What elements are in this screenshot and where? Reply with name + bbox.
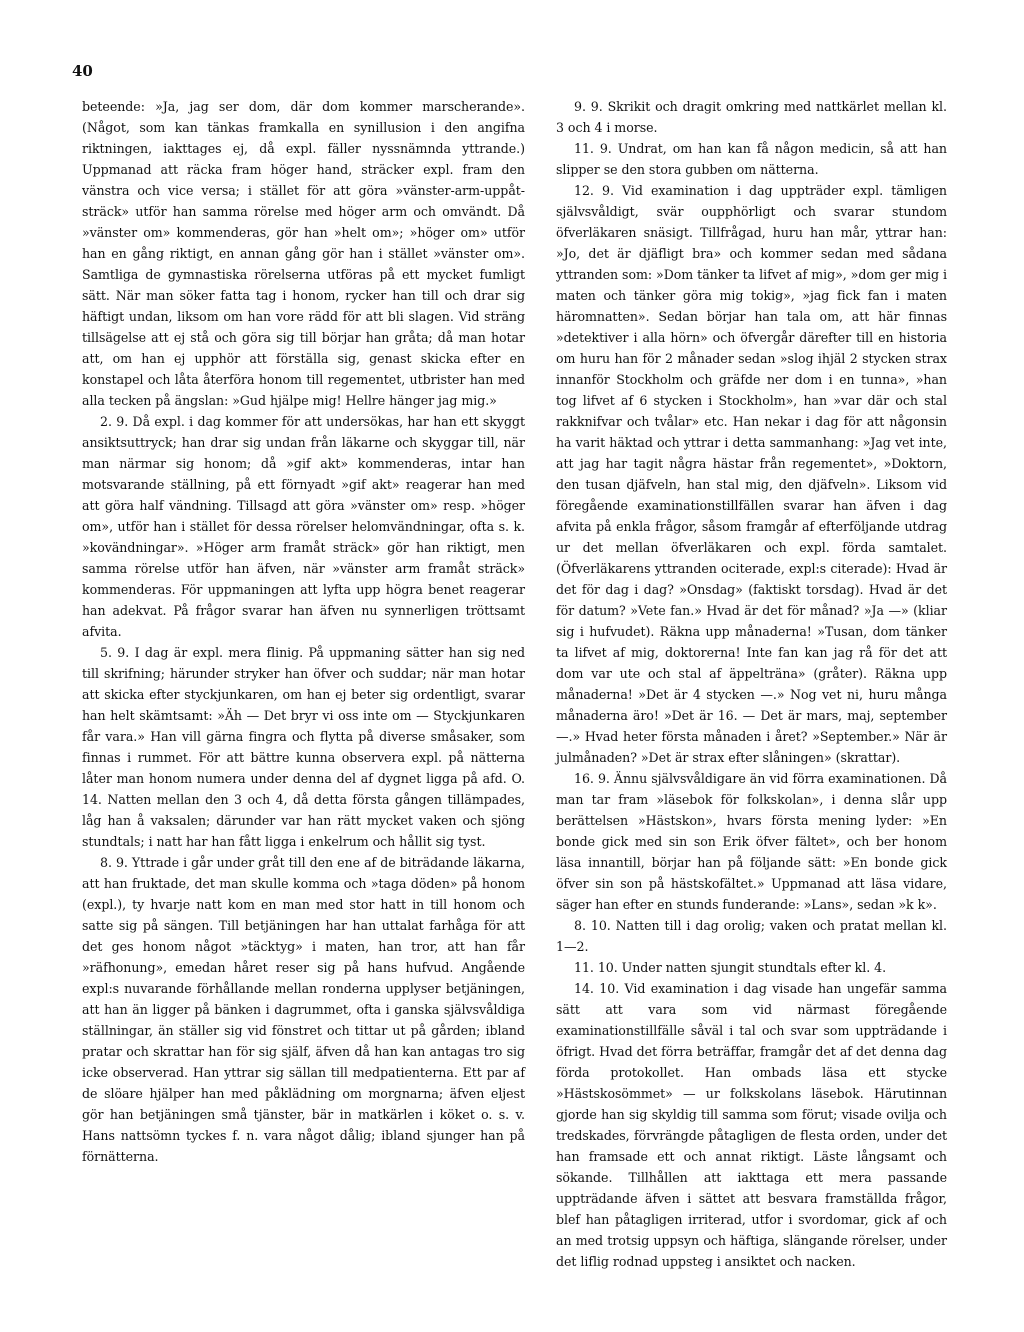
left-column xyxy=(82,96,525,1167)
paragraph: 14. 10. Vid examination i dag visade han ungefär samma sätt att vara som vid närmast föregående examinationstillfälle såväl i tal och svar som uppträdande i öfrigt. Hvad det förra beträffar, framgår det af det denna dag förda protokollet. Han ombads läsa ett stycke »Hästskosömmet» — ur folkskolans läsebok. Härutinnan gjorde han sig skyldig till samma som förut; visade ovilja och tredskades, förvrängde påtagligen de flesta orden, under det han framsade ett och annat riktigt. Läste långsamt och sökande. Tillhållen att iakttaga ett mera passande uppträdande äfven i sättet att besvara framställda frågor, blef han påtagligen irriterad, utfor i svordomar, gick af och an med trotsig uppsyn och häftiga, slängande rörelser, under det liflig rodnad uppsteg i ansiktet och nacken. xyxy=(556,981,947,1269)
paragraph: 8. 10. Natten till i dag orolig; vaken och pratat mellan kl. 1—2. xyxy=(556,918,947,954)
paragraph: 11. 10. Under natten sjungit stundtals efter kl. 4. xyxy=(574,960,887,975)
paragraph: 8. 9. Yttrade i går under gråt till den ene af de biträdande läkarna, att han fruktade, det man skulle komma och »taga döden» på honom (expl.), ty hvarje natt kom en man med stor hatt in till honom och satte sig på sängen. Till betjäningen har han uttalat farhåga för att det ges honom något »täcktyg» i maten, han tror, att han får »räfhonung», emedan håret reser sig på hans hufvud. Angående expl:s nuvarande förhållande mellan ronderna upplyser betjäningen, att han än ligger på bänken i dagrummet, ofta i ganska självsvåldiga ställningar, än ställer sig vid fönstret och tittar ut på gården; ibland pratar och skrattar han för sig själf, äfven då han kan antagas tro sig icke observerad. Han yttrar sig sällan till medpatienterna. Ett par af de slöare hjälper han med påklädning om morgnarna; äfven eljest gör han betjäningen små tjänster, bär in matkärlen i köket o. s. v. Hans nattsömn tyckes f. n. vara något dålig; ibland sjunger han på förnätterna. xyxy=(82,855,525,1164)
paragraph: 2. 9. Då expl. i dag kommer för att undersökas, har han ett skyggt ansiktsuttryck; han drar sig undan från läkarne och skyggar till, när man närmar sig honom; då »gif akt» kommenderas, intar han motsvarande ställning, på ett förnyadt »gif akt» reagerar han med att göra half vändning. Tillsagd att göra »vänster om» resp. »höger om», utför han i stället för dessa rörelser helomvändningar, ofta s. k. »kovändningar». »Höger arm framåt sträck» gör han riktigt, men samma rörelse utför han äfven, när »vänster arm framåt sträck» kommenderas. För uppmaningen att lyfta upp högra benet reagerar han adekvat. På frågor svarar han äfven nu synnerligen tröttsamt afvita. xyxy=(82,414,525,639)
page-number: 40 xyxy=(72,62,93,80)
paragraph: 5. 9. I dag är expl. mera flinig. På uppmaning sätter han sig ned till skrifning; härunder stryker han öfver och suddar; när man hotar att skicka efter styckjunkaren, om han ej beter sig ordentligt, svarar han helt skämtsamt: »Äh — Det bryr vi oss inte om — Styckjunkaren får vara.» Han vill gärna fingra och flytta på diverse småsaker, som finnas i rummet. För att bättre kunna observera expl. på nätterna låter man honom numera under denna del af dygnet ligga på afd. O. 14. Natten mellan den 3 och 4, då detta första gången tillämpades, låg han å vaksalen; därunder var han rätt mycket vaken och sjöng stundtals; i natt har han fått ligga i enkelrum och hållit sig tyst. xyxy=(82,645,525,849)
paragraph: 12. 9. Vid examination i dag uppträder expl. tämligen självsvåldigt, svär oupphörligt och svarar stundom öfverläkaren snäsigt. Tillfrågad, huru han mår, yttrar han: »Jo, det är djäfligt bra» och kommer sedan med sådana yttranden som: »Dom tänker ta lifvet af mig», »dom ger mig i maten och tänker göra mig tokig», »jag fick fan i maten häromnatten». Sedan börjar han tala om, att här finnas »detektiver i alla hörn» och öfvergår därefter till en historia om huru han för 2 månader sedan »slog ihjäl 2 stycken strax innanför Stockholm och gräfde ner dom i en tunna», »han tog lifvet af 6 stycken i Stockholm», han »var där och stal rakknifvar och tvålar» etc. Han nekar i dag för att någonsin ha varit häktad och yttrar i detta sammanhang: »Jag vet inte, att jag har tagit några hästar från regementet», »Doktorn, den tusan djäfveln, han stal mig, den djäfveln». Liksom vid föregående examinationstillfällen svarar han äfven i dag afvita på enkla frågor, såsom framgår af efterföljande utdrag ur det mellan öfverläkaren och expl. förda samtalet. (Öfverläkarens yttranden ociterade, expl:s citerade): Hvad är det för dag i dag? »Onsdag» (faktiskt torsdag). Hvad är det för datum? »Vete fan.» Hvad är det för månad? »Ja —» (kliar sig i hufvudet). Räkna upp månaderna! »Tusan, dom tänker ta lifvet af mig, doktorerna! Inte fan kan jag rå för det att dom var ute och stal af äppelträna» (gråter). Räkna upp månaderna! »Det är 4 stycken —.» Nog vet ni, huru många månaderna äro! »Det är 16. — Det är mars, maj, september —.» Hvad heter första månaden i året? »September.» När är julmånaden? »Det är strax efter slåningen» (skrattar). xyxy=(556,183,947,765)
paragraph: 16. 9. Ännu självsvåldigare än vid förra examinationen. Då man tar fram »läsebok för folkskolan», i denna slår upp berättelsen »Hästskon», hvars första mening lyder: »En bonde gick med sin son Erik öfver fältet», och ber honom läsa innantill, börjar han på följande sätt: »En bonde gick öfver sin son på hästskofältet.» Uppmanad att läsa vidare, säger han efter en stunds funderande: »Lans», sedan »k k». xyxy=(556,771,947,912)
paragraph: 11. 9. Undrat, om han kan få någon medicin, så att han slipper se den stora gubben om nätterna. xyxy=(556,141,947,177)
paragraph: 9. 9. Skrikit och dragit omkring med nattkärlet mellan kl. 3 och 4 i morse. xyxy=(556,99,947,135)
right-column xyxy=(556,96,947,1272)
paragraph: beteende: »Ja, jag ser dom, där dom kommer marscherande». (Något, som kan tänkas framkalla en synillusion i den angifna riktningen, iakttages ej, då expl. fäller nyssnämnda yttrande.) Uppmanad att räcka fram höger hand, sträcker expl. fram den vänstra och vice versa; i stället för att göra »vänster-arm-uppåt-sträck» utför han samma rörelse med höger arm och omvändt. Då »vänster om» kommenderas, gör han »helt om»; »höger om» utför han en gång riktigt, en annan gång gör han i stället »vänster om». Samtliga de gymnastiska rörelserna utföras på ett mycket fumligt sätt. När man söker fatta tag i honom, rycker han till och drar sig häftigt undan, liksom om han vore rädd för att bli slagen. Vid sträng tillsägelse att ej stå och göra sig till börjar han gråta; då man hotar att, om han ej upphör att förställa sig, genast skicka efter en konstapel och låta återföra honom till regementet, utbrister han med alla tecken på ängslan: »Gud hjälpe mig! Hellre hänger jag mig.» xyxy=(82,99,525,408)
